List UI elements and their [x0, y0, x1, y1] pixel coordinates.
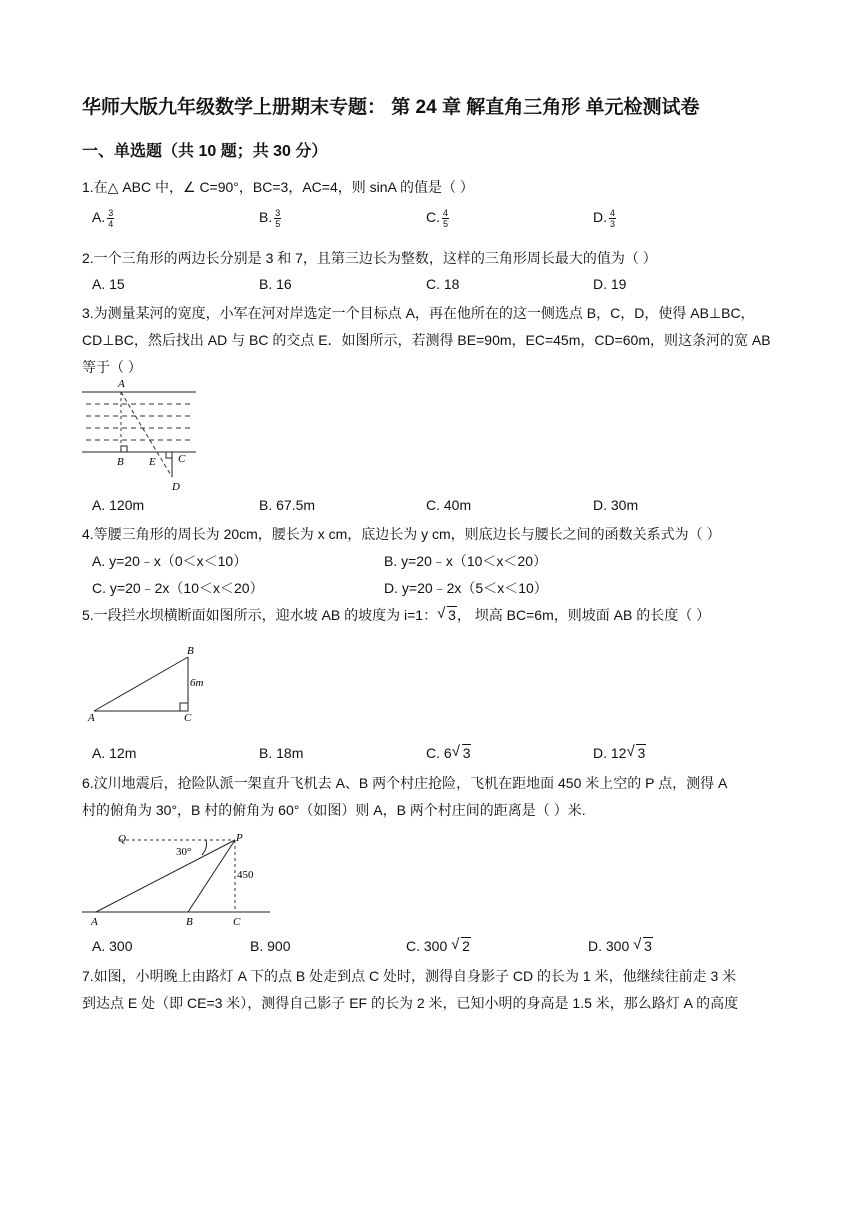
q4-option-b[interactable]: B. y=20﹣x（10＜x＜20） [384, 553, 548, 569]
label-a: A [91, 916, 98, 928]
radicand: 3 [637, 745, 646, 761]
q4-option-d[interactable]: D. y=20﹣2x（5＜x＜10） [384, 580, 548, 596]
option-label: C. [426, 209, 440, 226]
q3-option-b[interactable]: B. 67.5m [259, 497, 316, 513]
denominator: 4 [108, 219, 114, 229]
q4-option-c[interactable]: C. y=20﹣2x（10＜x＜20） [92, 580, 264, 596]
label-e: E [149, 456, 156, 468]
option-text: D. 12 [593, 745, 627, 761]
label-d: D [172, 481, 180, 493]
label-c: C [178, 453, 186, 465]
label-q: Q [118, 833, 126, 845]
q5-option-d[interactable] [593, 745, 646, 761]
radicand: 3 [448, 607, 456, 623]
q6-option-a[interactable]: A. 300 [92, 938, 133, 954]
sqrt-icon: √ [451, 936, 460, 953]
page-title: 华师大版九年级数学上册期末专题： 第 24 章 解直角三角形 单元检测试卷 [82, 97, 700, 118]
radicand: 2 [462, 938, 470, 954]
label-c: C [233, 916, 241, 928]
denominator: 5 [443, 219, 449, 229]
question-7-line-1: 7.如图，小明晚上由路灯 A 下的点 B 处走到点 C 处时，测得自身影子 CD 的长为 1 米，他继续往前走 3 米 [82, 968, 737, 984]
denominator: 3 [610, 219, 616, 229]
sqrt-icon: √ [626, 743, 635, 760]
q6-option-d[interactable] [588, 938, 653, 954]
numerator: 4 [610, 208, 616, 218]
q6-option-b[interactable]: B. 900 [250, 938, 291, 954]
river-figure [78, 376, 202, 494]
question-2-stem: 2.一个三角形的两边长分别是 3 和 7，且第三边长为整数，这样的三角形周长最大的值为（ ） [82, 250, 657, 266]
sqrt [633, 938, 653, 954]
label-b: B [186, 916, 193, 928]
fraction [274, 208, 281, 229]
fraction [609, 208, 616, 229]
radicand: 3 [462, 745, 471, 761]
q2-option-c[interactable]: C. 18 [426, 276, 460, 292]
sqrt [452, 745, 472, 761]
sqrt-icon: √ [437, 605, 446, 622]
question-1-stem: 1.在△ ABC 中，∠ C=90°，BC=3，AC=4，则 sinA 的值是（ ） [82, 179, 474, 195]
radicand: 3 [644, 938, 652, 954]
q3-option-c[interactable]: C. 40m [426, 497, 472, 513]
numerator: 3 [108, 208, 114, 218]
numerator: 4 [443, 208, 449, 218]
label-height: 6m [190, 677, 204, 689]
label-b: B [117, 456, 124, 468]
sqrt [451, 938, 471, 954]
option-label: A. [92, 209, 106, 226]
sqrt-icon: √ [633, 936, 642, 953]
q5-option-b[interactable]: B. 18m [259, 745, 304, 761]
sqrt [437, 607, 457, 623]
q1-option-a[interactable] [92, 208, 114, 229]
question-6-line-1: 6.汶川地震后，抢险队派一架直升飞机去 A、B 两个村庄抢险，飞机在距地面 450 米上空的 P 点，测得 A [82, 775, 728, 791]
q2-option-d[interactable]: D. 19 [593, 276, 627, 292]
fraction [107, 208, 114, 229]
question-5-stem [82, 605, 710, 625]
numerator: 3 [275, 208, 281, 218]
question-3-line-1: 3.为测量某河的宽度，小军在河对岸选定一个目标点 A，再在他所在的这一侧选点 B，C，D，使得 AB⊥BC， [82, 305, 755, 321]
sqrt-icon: √ [451, 743, 460, 760]
label-a: A [118, 378, 125, 390]
q3-option-a[interactable]: A. 120m [92, 497, 145, 513]
q1-option-b[interactable] [259, 208, 281, 229]
option-text: C. 6 [426, 745, 452, 761]
helicopter-figure [78, 824, 278, 930]
option-label: B. [259, 209, 273, 226]
dam-figure [84, 640, 214, 730]
q5-option-c[interactable] [426, 745, 471, 761]
question-3-line-3: 等于（ ） [82, 359, 142, 375]
label-b: B [187, 645, 194, 657]
angle-label: 30° [176, 846, 192, 858]
question-4-stem: 4.等腰三角形的周长为 20cm，腰长为 x cm，底边长为 y cm，则底边长与腰长之间的函数关系式为（ ） [82, 526, 721, 542]
option-text: D. 300 [588, 938, 630, 954]
stem-text: 5.一段拦水坝横断面如图所示，迎水坡 AB 的坡度为 i=1： [82, 607, 438, 623]
q1-option-d[interactable] [593, 208, 616, 229]
option-label: D. [593, 209, 607, 226]
option-text: C. 300 [406, 938, 448, 954]
q4-option-a[interactable]: A. y=20﹣x（0＜x＜10） [92, 553, 248, 569]
fraction [442, 208, 449, 229]
sqrt [626, 745, 646, 761]
q2-option-b[interactable]: B. 16 [259, 276, 292, 292]
question-3-line-2: CD⊥BC，然后找出 AD 与 BC 的交点 E．如图所示，若测得 BE=90m，EC=45m，CD=60m，则这条河的宽 AB [82, 332, 771, 348]
label-a: A [88, 712, 95, 724]
question-7-line-2: 到达点 E 处（即 CE=3 米），测得自己影子 EF 的长为 2 米，已知小明的身高是 1.5 米，那么路灯 A 的高度 [82, 995, 739, 1011]
q5-option-a[interactable]: A. 12m [92, 745, 137, 761]
denominator: 5 [275, 219, 281, 229]
q3-option-d[interactable]: D. 30m [593, 497, 639, 513]
label-p: P [236, 832, 243, 844]
question-6-line-2: 村的俯角为 30°，B 村的俯角为 60°（如图）则 A，B 两个村庄间的距离是（ ）米. [82, 802, 586, 818]
height-label: 450 [237, 869, 254, 881]
q1-option-c[interactable] [426, 208, 449, 229]
stem-text-2: ， 坝高 BC=6m，则坡面 AB 的长度（ ） [456, 607, 711, 623]
q2-option-a[interactable]: A. 15 [92, 276, 125, 292]
label-c: C [184, 712, 192, 724]
section-heading: 一、单选题（共 10 题；共 30 分） [82, 143, 328, 160]
q6-option-c[interactable] [406, 938, 471, 954]
